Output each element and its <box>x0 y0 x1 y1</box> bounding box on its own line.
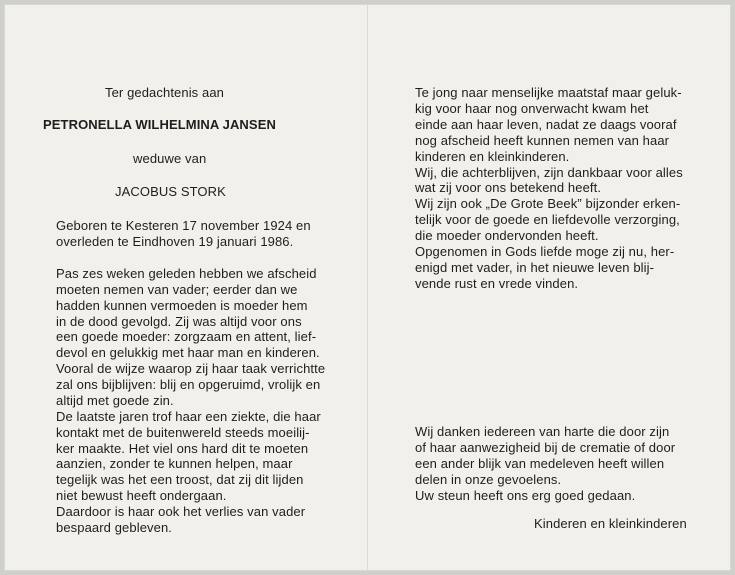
text-line: in de dood gevolgd. Zij was altijd voor ons <box>56 314 302 329</box>
text-line: delen in onze gevoelens. <box>415 472 562 487</box>
text-line: Daardoor is haar ook het verlies van vader <box>56 504 306 519</box>
text-line: Wij zijn ook „De Grote Beek” bijzonder erken- <box>415 196 681 211</box>
text-line: Opgenomen in Gods liefde moge zij nu, her- <box>415 244 675 259</box>
text-line: zal ons bijblijven: blij en opgeruimd, vrolijk en <box>56 377 321 392</box>
text-line: devol en gelukkig met haar man en kinderen. <box>56 345 320 360</box>
text-line: Uw steun heeft ons erg goed gedaan. <box>415 488 636 503</box>
text-line: een goede moeder: zorgzaam en attent, lief- <box>56 329 317 344</box>
text-line: kig voor haar nog onverwacht kwam het <box>415 101 649 116</box>
text-line: overleden te Eindhoven 19 januari 1986. <box>56 234 294 249</box>
text-line: tegelijk was het een troost, dat zij dit lijden <box>56 472 304 487</box>
memorial-card <box>4 4 731 571</box>
text-line: ker maakte. Het viel ons hard dit te moeten <box>56 441 309 456</box>
text-line: die moeder ondervonden heeft. <box>415 228 599 243</box>
text-line: of haar aanwezigheid bij de crematie of door <box>415 440 676 455</box>
text-line: vende rust en vrede vinden. <box>415 276 579 291</box>
text-line: kontakt met de buitenwereld steeds moeilij- <box>56 425 310 440</box>
text-line: Wij, die achterblijven, zijn dankbaar voor alles <box>415 165 683 180</box>
text-line: nog afscheid heeft kunnen nemen van haar <box>415 133 670 148</box>
text-line: Vooral de wijze waarop zij haar taak verrichtte <box>56 361 326 376</box>
text-line: enigd met vader, in het nieuwe leven blij- <box>415 260 655 275</box>
text-line: Pas zes weken geleden hebben we afscheid <box>56 266 317 281</box>
card-fold <box>367 4 368 571</box>
text-line: Geboren te Kesteren 17 november 1924 en <box>56 218 311 233</box>
text-line: niet bewust heeft ondergaan. <box>56 488 227 503</box>
text-line: Wij danken iedereen van harte die door zijn <box>415 424 670 439</box>
signature-text: Kinderen en kleinkinderen <box>534 516 687 531</box>
widow-of-text: weduwe van <box>133 151 207 166</box>
text-line: moeten nemen van vader; eerder dan we <box>56 282 298 297</box>
in-memory-text: Ter gedachtenis aan <box>105 85 224 100</box>
text-line: bespaard gebleven. <box>56 520 173 535</box>
husband-name: JACOBUS STORK <box>115 184 226 199</box>
text-line: hadden kunnen vermoeden is moeder hem <box>56 298 308 313</box>
text-line: einde aan haar leven, nadat ze daags vooraf <box>415 117 677 132</box>
text-line: altijd met goede zin. <box>56 393 174 408</box>
text-line: kinderen en kleinkinderen. <box>415 149 570 164</box>
text-line: aanzien, zonder te kunnen helpen, maar <box>56 456 293 471</box>
text-line: wat zij voor ons betekend heeft. <box>415 180 602 195</box>
text-line: Te jong naar menselijke maatstaf maar geluk- <box>415 85 682 100</box>
text-line: telijk voor de goede en liefdevolle verzorging, <box>415 212 680 227</box>
text-line: een ander blijk van medeleven heeft willen <box>415 456 665 471</box>
text-line: De laatste jaren trof haar een ziekte, die haar <box>56 409 321 424</box>
deceased-name: PETRONELLA WILHELMINA JANSEN <box>43 117 276 132</box>
